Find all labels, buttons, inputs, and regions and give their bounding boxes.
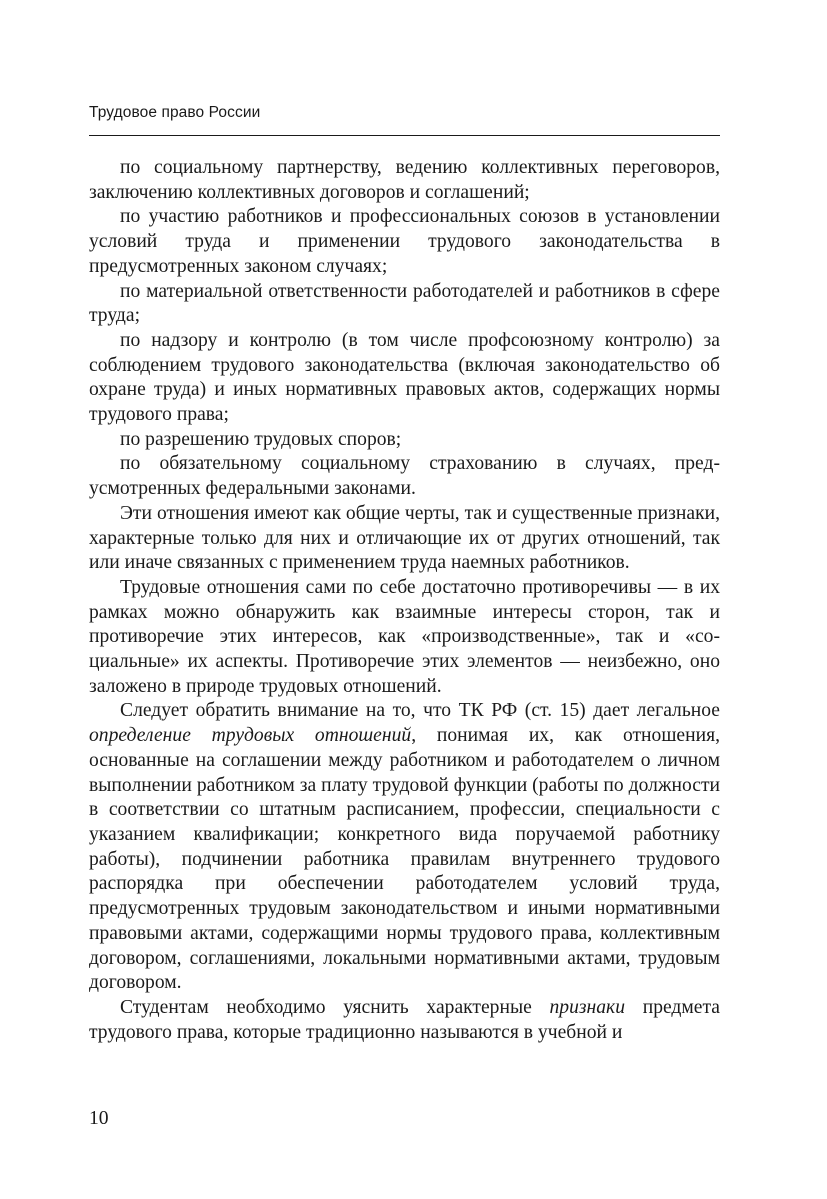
paragraph-common-features: Эти отношения имеют как общие черты, так и существенные признаки, характерные только для них и отличающие их от других отношений, так или иначе связанных с применением труда наемных работников. bbox=[89, 502, 720, 574]
page-number: 10 bbox=[89, 1108, 109, 1129]
paragraph-legal-definition bbox=[89, 699, 720, 995]
definition-text-after: , понимая их, как отношения, основанные на соглашении между работником и работодателем о личном выполнении работником за плату трудовой функции (работы по должности в соответствии со штатным расписанием, профессии, специальности с указанием квалификации; конкретного вида поручаемой работнику работы), подчинении работника правилам внутреннего трудового распорядка при обеспечении работодателем условий труда, предусмотренных трудовым законодательством и иными нормативными правовыми актами, содержащими нормы трудового права, коллективным договором, соглашениями, локальными нормативными актами, трудовым договором. bbox=[89, 725, 720, 994]
paragraph-labor-disputes: по разрешению трудовых споров; bbox=[120, 428, 402, 450]
paragraph-contradictions: Трудовые отношения сами по себе достаточно противоречивы — в их рамках можно обнаружить как взаимные интересы сторон, так и противоречие этих интересов, как «производственные», так и «социальные» их аспекты. Противоречие этих элементов — неизбежно, оно заложено в природе трудовых отношений. bbox=[89, 576, 720, 697]
paragraph-participation: по участию работников и профессиональных союзов в установлении условий труда и применении трудового законодательства в предусмотренных законом случаях; bbox=[89, 206, 720, 277]
paragraph-material-liability: по материальной ответственности работодателей и работников в сфере труда; bbox=[89, 280, 720, 327]
features-term: признаки bbox=[549, 996, 626, 1018]
definition-text-before: Следует обратить внимание на то, что ТК РФ (ст. 15) дает легальное bbox=[120, 700, 720, 722]
features-text-before: Студентам необходимо уяснить характерные bbox=[120, 996, 550, 1018]
definition-term: определение трудовых отношений bbox=[89, 725, 412, 747]
features-text-after: предмета трудового права, которые традиционно называются в учебной и bbox=[89, 996, 720, 1043]
running-head-title: Трудовое право России bbox=[89, 104, 261, 121]
header-divider bbox=[89, 135, 720, 136]
paragraph-social-insurance: по обязательному социальному страхованию в случаях, предусмотренных федеральными законами. bbox=[89, 453, 720, 500]
paragraph-social-partnership: по социальному партнерству, ведению коллективных переговоров, заключению коллективных договоров и соглашений; bbox=[89, 157, 720, 203]
paragraph-subject-features bbox=[89, 996, 720, 1045]
paragraph-supervision: по надзору и контролю (в том числе профсоюзному контролю) за соблюдением трудового законодательства (включая законодательство об охране труда) и иных нормативных правовых актов, содержащих нормы трудового права; bbox=[89, 329, 720, 426]
page-body bbox=[89, 156, 720, 1045]
